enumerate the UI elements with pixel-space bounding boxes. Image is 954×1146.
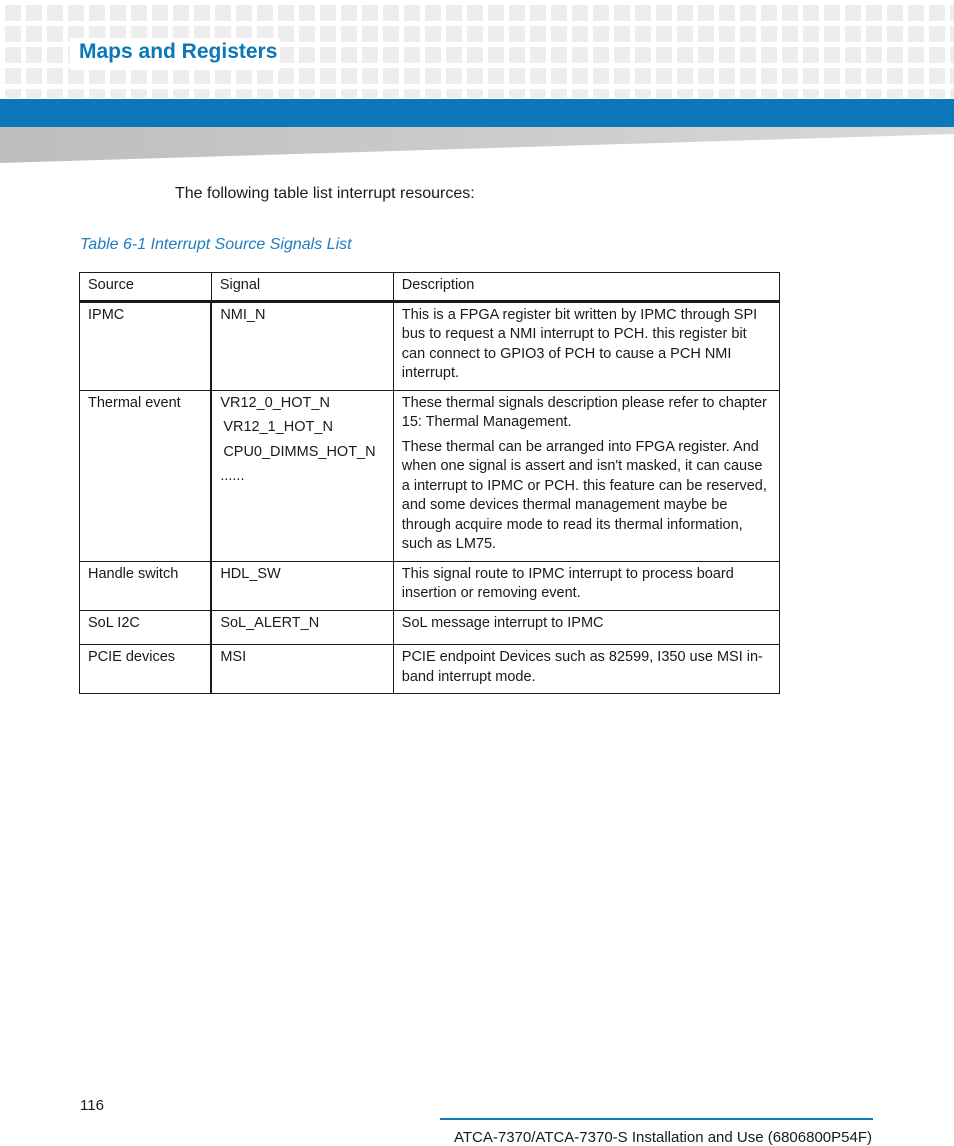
table-row bbox=[80, 610, 780, 645]
description-text: These thermal signals description please refer to chapter 15: Thermal Management. bbox=[401, 394, 767, 430]
interrupt-signals-table bbox=[79, 272, 780, 694]
cell-source: PCIE devices bbox=[80, 645, 212, 694]
description-text: SoL message interrupt to IPMC bbox=[401, 614, 604, 631]
signal-name: CPU0_DIMMS_HOT_N bbox=[223, 443, 376, 460]
signal-ellipsis: ...... bbox=[220, 468, 245, 484]
cell-description bbox=[393, 561, 779, 610]
signal-name: VR12_1_HOT_N bbox=[223, 419, 333, 435]
column-header-description: Description bbox=[393, 273, 779, 302]
cell-source: Handle switch bbox=[80, 561, 212, 610]
footer-rule bbox=[440, 1118, 873, 1120]
description-text: This signal route to IPMC interrupt to process board insertion or removing event. bbox=[401, 565, 734, 601]
table-row bbox=[80, 301, 780, 390]
cell-description bbox=[393, 301, 779, 390]
signal-name: SoL_ALERT_N bbox=[220, 614, 320, 631]
section-title: Maps and Registers bbox=[79, 40, 278, 63]
cell-signal bbox=[211, 561, 393, 610]
column-header-source: Source bbox=[80, 273, 212, 302]
table-row bbox=[80, 561, 780, 610]
cell-description bbox=[393, 390, 779, 561]
page-number: 116 bbox=[80, 1097, 104, 1114]
table-row bbox=[80, 645, 780, 694]
cell-signal bbox=[211, 610, 393, 645]
signal-name: VR12_0_HOT_N bbox=[220, 394, 330, 411]
description-text: PCIE endpoint Devices such as 82599, I350 use MSI in-band interrupt mode. bbox=[401, 649, 763, 685]
header-grey-wedge bbox=[0, 127, 954, 165]
cell-signal bbox=[211, 301, 393, 390]
signal-name: HDL_SW bbox=[220, 565, 281, 582]
document-id: ATCA-7370/ATCA-7370-S Installation and Use (6806800P54F) bbox=[453, 1129, 872, 1146]
cell-source: IPMC bbox=[80, 301, 212, 390]
description-text: These thermal can be arranged into FPGA register. And when one signal is assert and isn't masked, it can cause a interrupt to IPMC or PCH. this feature can be reserved, and some devices thermal management maybe be through acquire mode to read its thermal information, such as LM75. bbox=[401, 438, 767, 552]
table-row bbox=[80, 390, 780, 561]
cell-description bbox=[393, 610, 779, 645]
column-header-signal: Signal bbox=[211, 273, 393, 302]
table-header-row bbox=[80, 273, 780, 302]
cell-source: SoL I2C bbox=[80, 610, 212, 645]
cell-signal bbox=[211, 390, 393, 561]
cell-source: Thermal event bbox=[80, 390, 212, 561]
intro-text: The following table list interrupt resources: bbox=[175, 185, 475, 202]
description-text: This is a FPGA register bit written by IPMC through SPI bus to request a NMI interrupt to PCH. this register bit can connect to GPIO3 of PCH to cause a PCH NMI interrupt. bbox=[401, 306, 758, 381]
table-caption: Table 6-1 Interrupt Source Signals List bbox=[80, 236, 352, 253]
header-blue-bar bbox=[0, 99, 954, 127]
cell-signal bbox=[211, 645, 393, 694]
signal-name: NMI_N bbox=[220, 306, 266, 323]
cell-description bbox=[393, 645, 779, 694]
signal-name: MSI bbox=[220, 649, 247, 665]
